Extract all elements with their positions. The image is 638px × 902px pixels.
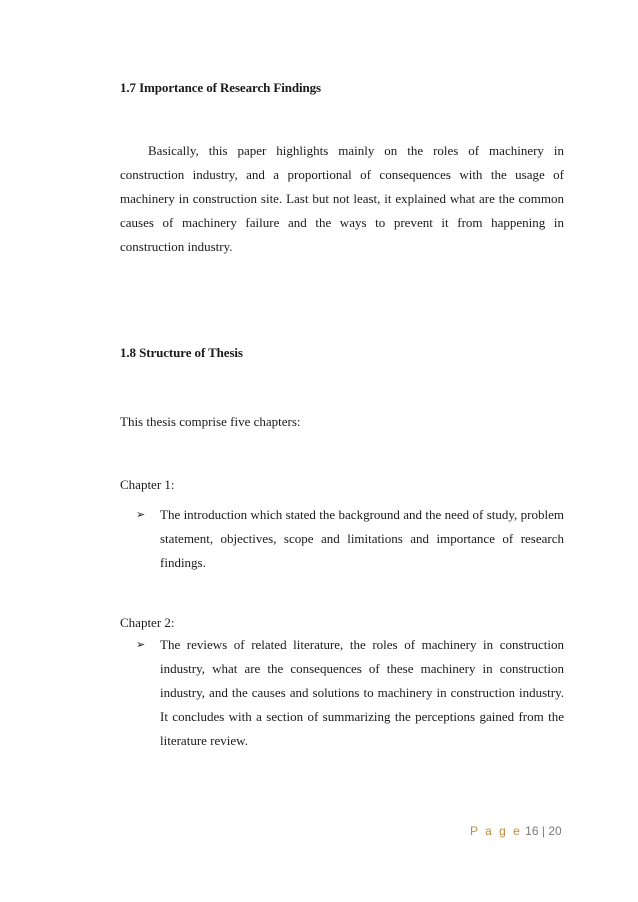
page-label: P a g e	[470, 824, 522, 838]
chapter-1-bullet-item	[136, 503, 564, 575]
chapter-1-description: The introduction which stated the background and the need of study, problem statement, objectives, scope and limitations and importance of research findings.	[160, 507, 564, 570]
section-heading-importance: 1.7 Importance of Research Findings	[120, 80, 322, 95]
arrow-bullet-icon: ➢	[136, 508, 146, 521]
page-separator: |	[541, 824, 545, 838]
chapter-1-label: Chapter 1:	[120, 477, 175, 492]
structure-intro: This thesis comprise five chapters:	[120, 414, 301, 429]
section-heading-structure: 1.8 Structure of Thesis	[120, 345, 243, 360]
chapter-2-label: Chapter 2:	[120, 615, 175, 630]
arrow-bullet-icon: ➢	[136, 638, 146, 651]
chapter-2-bullet-item	[136, 633, 564, 753]
chapter-2-description: The reviews of related literature, the roles of machinery in construction industry, what are the consequences of these machinery in construction industry, and the causes and solutions to machinery in construction industry. It concludes with a section of summarizing the perceptions gained from the literature review.	[160, 637, 564, 748]
page-footer	[470, 824, 562, 838]
page-number: 16	[525, 824, 539, 838]
total-pages: 20	[548, 824, 562, 838]
paragraph-importance: Basically, this paper highlights mainly on the roles of machinery in construction industry, and a proportional of consequences with the usage of machinery in construction site. Last but not least, it explained what are the common causes of machinery failure and the ways to prevent it from happening in construction industry.	[120, 143, 564, 254]
